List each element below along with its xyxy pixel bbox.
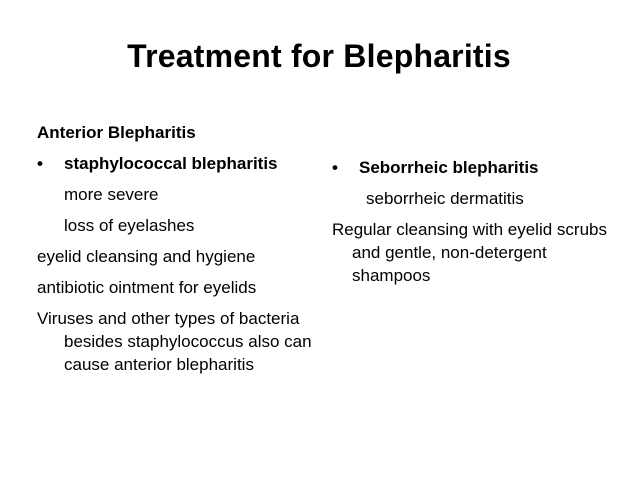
- left-note: Viruses and other types of bacteria besides staphylococcus also can cause anterior blepharitis: [37, 309, 312, 374]
- bullet-icon: •: [332, 158, 338, 177]
- left-subheading: Anterior Blepharitis: [37, 123, 196, 142]
- right-bullet-text: Seborrheic blepharitis: [359, 158, 539, 177]
- left-sub-item: loss of eyelashes: [64, 216, 195, 235]
- right-bullet: [332, 156, 622, 179]
- bullet-icon: •: [37, 154, 43, 173]
- left-bullet-text: staphylococcal blepharitis: [64, 154, 278, 173]
- left-line: eyelid cleansing and hygiene: [37, 247, 256, 266]
- left-column: [37, 121, 327, 384]
- right-sub-item: seborrheic dermatitis: [366, 189, 524, 208]
- right-text: Regular cleansing with eyelid scrubs and gentle, non-detergent shampoos: [332, 220, 607, 285]
- left-bullet: [37, 152, 327, 175]
- right-column: [332, 156, 622, 287]
- left-sub-item: more severe: [64, 185, 159, 204]
- slide-title: Treatment for Blepharitis: [127, 38, 511, 74]
- left-line: antibiotic ointment for eyelids: [37, 278, 257, 297]
